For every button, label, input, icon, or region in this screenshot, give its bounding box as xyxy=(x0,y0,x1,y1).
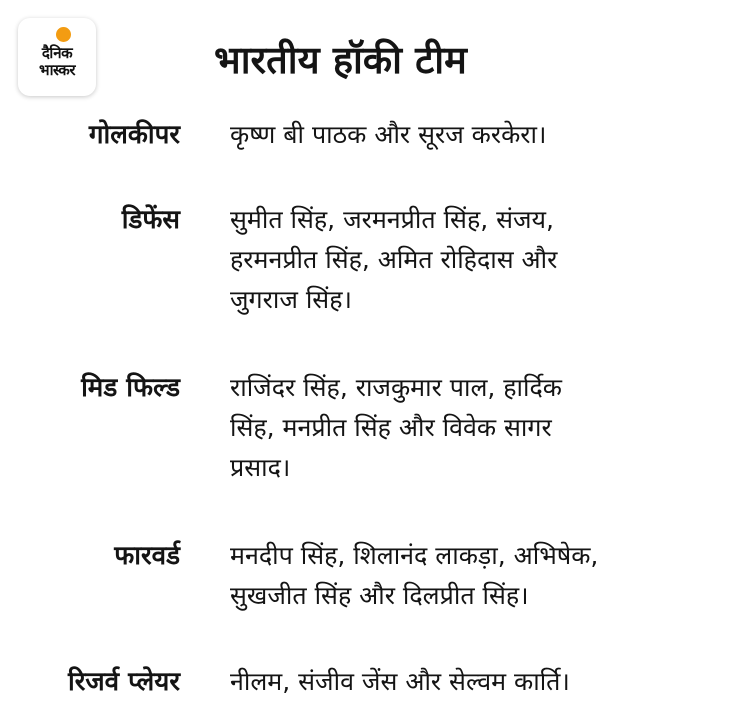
role-label: मिड फिल्ड xyxy=(81,373,180,403)
role-label: डिफेंस xyxy=(121,205,180,235)
player-line: सिंह, मनप्रीत सिंह और विवेक सागर xyxy=(230,413,552,442)
player-line: नीलम, संजीव जेंस और सेल्वम कार्ति। xyxy=(230,667,570,696)
player-line: हरमनप्रीत सिंह, अमित रोहिदास और xyxy=(230,245,558,274)
player-list xyxy=(230,536,700,616)
player-line: सुमीत सिंह, जरमनप्रीत सिंह, संजय, xyxy=(230,205,555,234)
player-list xyxy=(230,662,700,702)
player-list xyxy=(230,368,700,488)
logo-line-2: भास्कर xyxy=(39,61,75,79)
player-line: राजिंदर सिंह, राजकुमार पाल, हार्दिक xyxy=(230,373,562,402)
player-line: प्रसाद। xyxy=(230,453,291,482)
role-label: रिजर्व प्लेयर xyxy=(68,667,180,697)
player-line: सुखजीत सिंह और दिलप्रीत सिंह। xyxy=(230,581,529,610)
player-line: कृष्ण बी पाठक और सूरज करकेरा। xyxy=(230,120,547,149)
player-list xyxy=(230,200,700,320)
role-label: गोलकीपर xyxy=(88,120,180,150)
page-title: भारतीय हॉकी टीम xyxy=(214,38,467,82)
player-line: मनदीप सिंह, शिलानंद लाकड़ा, अभिषेक, xyxy=(230,541,599,570)
player-line: जुगराज सिंह। xyxy=(230,285,352,314)
dainik-bhaskar-logo xyxy=(18,18,96,96)
role-label: फारवर्ड xyxy=(114,541,180,571)
player-list xyxy=(230,115,700,155)
logo-line-1: दैनिक xyxy=(41,44,73,62)
sun-icon xyxy=(56,27,71,42)
